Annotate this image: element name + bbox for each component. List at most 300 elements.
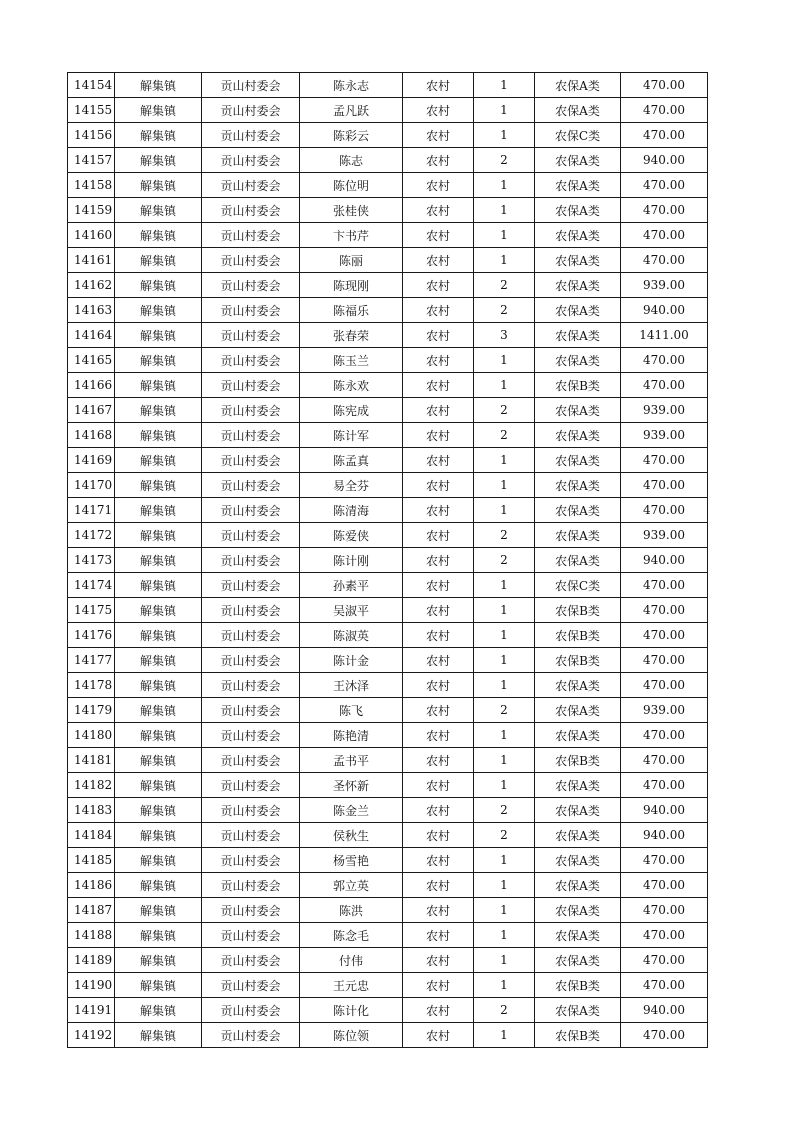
area-type-cell: 农村 bbox=[403, 873, 474, 898]
household-count-cell: 1 bbox=[474, 623, 535, 648]
household-count-cell: 1 bbox=[474, 1023, 535, 1048]
amount-cell: 940.00 bbox=[621, 823, 708, 848]
row-number: 14158 bbox=[68, 173, 115, 198]
table-row bbox=[68, 723, 708, 748]
name-cell: 陈福乐 bbox=[300, 298, 403, 323]
name-cell: 陈金兰 bbox=[300, 798, 403, 823]
insurance-class-cell: 农保A类 bbox=[535, 848, 621, 873]
amount-cell: 939.00 bbox=[621, 423, 708, 448]
table-row bbox=[68, 773, 708, 798]
name-cell: 陈位领 bbox=[300, 1023, 403, 1048]
area-type-cell: 农村 bbox=[403, 723, 474, 748]
table-row bbox=[68, 248, 708, 273]
table-row bbox=[68, 123, 708, 148]
row-number: 14169 bbox=[68, 448, 115, 473]
amount-cell: 940.00 bbox=[621, 798, 708, 823]
insurance-class-cell: 农保A类 bbox=[535, 823, 621, 848]
amount-cell: 470.00 bbox=[621, 1023, 708, 1048]
village-committee-cell: 贡山村委会 bbox=[202, 148, 300, 173]
table-row bbox=[68, 748, 708, 773]
village-committee-cell: 贡山村委会 bbox=[202, 873, 300, 898]
village-committee-cell: 贡山村委会 bbox=[202, 698, 300, 723]
town-cell: 解集镇 bbox=[115, 73, 202, 98]
insurance-class-cell: 农保A类 bbox=[535, 948, 621, 973]
household-count-cell: 2 bbox=[474, 698, 535, 723]
table-row bbox=[68, 548, 708, 573]
town-cell: 解集镇 bbox=[115, 773, 202, 798]
village-committee-cell: 贡山村委会 bbox=[202, 73, 300, 98]
amount-cell: 470.00 bbox=[621, 623, 708, 648]
table-row bbox=[68, 148, 708, 173]
table-row bbox=[68, 1023, 708, 1048]
table-row bbox=[68, 823, 708, 848]
household-count-cell: 1 bbox=[474, 673, 535, 698]
area-type-cell: 农村 bbox=[403, 273, 474, 298]
village-committee-cell: 贡山村委会 bbox=[202, 898, 300, 923]
table-row bbox=[68, 398, 708, 423]
area-type-cell: 农村 bbox=[403, 423, 474, 448]
household-count-cell: 2 bbox=[474, 298, 535, 323]
amount-cell: 940.00 bbox=[621, 548, 708, 573]
village-committee-cell: 贡山村委会 bbox=[202, 798, 300, 823]
insurance-class-cell: 农保B类 bbox=[535, 1023, 621, 1048]
name-cell: 陈丽 bbox=[300, 248, 403, 273]
row-number: 14176 bbox=[68, 623, 115, 648]
amount-cell: 939.00 bbox=[621, 273, 708, 298]
village-committee-cell: 贡山村委会 bbox=[202, 548, 300, 573]
area-type-cell: 农村 bbox=[403, 673, 474, 698]
insurance-class-cell: 农保B类 bbox=[535, 373, 621, 398]
village-committee-cell: 贡山村委会 bbox=[202, 598, 300, 623]
name-cell: 孙素平 bbox=[300, 573, 403, 598]
town-cell: 解集镇 bbox=[115, 598, 202, 623]
name-cell: 孟凡跃 bbox=[300, 98, 403, 123]
name-cell: 陈宪成 bbox=[300, 398, 403, 423]
amount-cell: 470.00 bbox=[621, 873, 708, 898]
area-type-cell: 农村 bbox=[403, 798, 474, 823]
area-type-cell: 农村 bbox=[403, 773, 474, 798]
insurance-class-cell: 农保A类 bbox=[535, 223, 621, 248]
village-committee-cell: 贡山村委会 bbox=[202, 423, 300, 448]
town-cell: 解集镇 bbox=[115, 823, 202, 848]
table-row bbox=[68, 948, 708, 973]
town-cell: 解集镇 bbox=[115, 698, 202, 723]
table-row bbox=[68, 348, 708, 373]
household-count-cell: 1 bbox=[474, 123, 535, 148]
insurance-class-cell: 农保A类 bbox=[535, 898, 621, 923]
row-number: 14159 bbox=[68, 198, 115, 223]
amount-cell: 470.00 bbox=[621, 198, 708, 223]
insurance-class-cell: 农保A类 bbox=[535, 248, 621, 273]
table-row bbox=[68, 923, 708, 948]
town-cell: 解集镇 bbox=[115, 623, 202, 648]
insurance-class-cell: 农保A类 bbox=[535, 198, 621, 223]
household-count-cell: 1 bbox=[474, 948, 535, 973]
village-committee-cell: 贡山村委会 bbox=[202, 348, 300, 373]
table-row bbox=[68, 998, 708, 1023]
name-cell: 陈清海 bbox=[300, 498, 403, 523]
table-body bbox=[68, 73, 708, 1048]
table-row bbox=[68, 298, 708, 323]
village-committee-cell: 贡山村委会 bbox=[202, 473, 300, 498]
area-type-cell: 农村 bbox=[403, 448, 474, 473]
table-row bbox=[68, 498, 708, 523]
village-committee-cell: 贡山村委会 bbox=[202, 173, 300, 198]
village-committee-cell: 贡山村委会 bbox=[202, 98, 300, 123]
town-cell: 解集镇 bbox=[115, 98, 202, 123]
town-cell: 解集镇 bbox=[115, 148, 202, 173]
row-number: 14157 bbox=[68, 148, 115, 173]
row-number: 14188 bbox=[68, 923, 115, 948]
town-cell: 解集镇 bbox=[115, 1023, 202, 1048]
name-cell: 陈永欢 bbox=[300, 373, 403, 398]
row-number: 14180 bbox=[68, 723, 115, 748]
name-cell: 圣怀新 bbox=[300, 773, 403, 798]
table-row bbox=[68, 373, 708, 398]
town-cell: 解集镇 bbox=[115, 898, 202, 923]
amount-cell: 470.00 bbox=[621, 948, 708, 973]
village-committee-cell: 贡山村委会 bbox=[202, 848, 300, 873]
village-committee-cell: 贡山村委会 bbox=[202, 448, 300, 473]
town-cell: 解集镇 bbox=[115, 748, 202, 773]
table-row bbox=[68, 223, 708, 248]
amount-cell: 470.00 bbox=[621, 498, 708, 523]
name-cell: 陈玉兰 bbox=[300, 348, 403, 373]
name-cell: 陈孟真 bbox=[300, 448, 403, 473]
village-committee-cell: 贡山村委会 bbox=[202, 623, 300, 648]
table-row bbox=[68, 848, 708, 873]
name-cell: 陈洪 bbox=[300, 898, 403, 923]
town-cell: 解集镇 bbox=[115, 848, 202, 873]
table-row bbox=[68, 73, 708, 98]
village-committee-cell: 贡山村委会 bbox=[202, 298, 300, 323]
village-committee-cell: 贡山村委会 bbox=[202, 673, 300, 698]
amount-cell: 470.00 bbox=[621, 973, 708, 998]
area-type-cell: 农村 bbox=[403, 948, 474, 973]
area-type-cell: 农村 bbox=[403, 823, 474, 848]
insurance-class-cell: 农保A类 bbox=[535, 273, 621, 298]
village-committee-cell: 贡山村委会 bbox=[202, 923, 300, 948]
area-type-cell: 农村 bbox=[403, 198, 474, 223]
row-number: 14187 bbox=[68, 898, 115, 923]
household-count-cell: 1 bbox=[474, 73, 535, 98]
table-row bbox=[68, 98, 708, 123]
village-committee-cell: 贡山村委会 bbox=[202, 273, 300, 298]
area-type-cell: 农村 bbox=[403, 223, 474, 248]
name-cell: 张春荣 bbox=[300, 323, 403, 348]
insurance-class-cell: 农保A类 bbox=[535, 148, 621, 173]
area-type-cell: 农村 bbox=[403, 123, 474, 148]
town-cell: 解集镇 bbox=[115, 448, 202, 473]
town-cell: 解集镇 bbox=[115, 548, 202, 573]
area-type-cell: 农村 bbox=[403, 648, 474, 673]
table-row bbox=[68, 198, 708, 223]
town-cell: 解集镇 bbox=[115, 648, 202, 673]
amount-cell: 470.00 bbox=[621, 673, 708, 698]
town-cell: 解集镇 bbox=[115, 473, 202, 498]
amount-cell: 939.00 bbox=[621, 523, 708, 548]
name-cell: 杨雪艳 bbox=[300, 848, 403, 873]
household-count-cell: 1 bbox=[474, 448, 535, 473]
town-cell: 解集镇 bbox=[115, 923, 202, 948]
name-cell: 王沐泽 bbox=[300, 673, 403, 698]
town-cell: 解集镇 bbox=[115, 673, 202, 698]
table-row bbox=[68, 648, 708, 673]
row-number: 14181 bbox=[68, 748, 115, 773]
row-number: 14190 bbox=[68, 973, 115, 998]
amount-cell: 470.00 bbox=[621, 223, 708, 248]
amount-cell: 470.00 bbox=[621, 73, 708, 98]
area-type-cell: 农村 bbox=[403, 923, 474, 948]
row-number: 14161 bbox=[68, 248, 115, 273]
row-number: 14175 bbox=[68, 598, 115, 623]
household-count-cell: 1 bbox=[474, 873, 535, 898]
name-cell: 吴淑平 bbox=[300, 598, 403, 623]
amount-cell: 470.00 bbox=[621, 173, 708, 198]
household-count-cell: 1 bbox=[474, 98, 535, 123]
row-number: 14167 bbox=[68, 398, 115, 423]
household-count-cell: 1 bbox=[474, 473, 535, 498]
area-type-cell: 农村 bbox=[403, 848, 474, 873]
row-number: 14173 bbox=[68, 548, 115, 573]
household-count-cell: 1 bbox=[474, 248, 535, 273]
village-committee-cell: 贡山村委会 bbox=[202, 648, 300, 673]
name-cell: 陈计军 bbox=[300, 423, 403, 448]
village-committee-cell: 贡山村委会 bbox=[202, 123, 300, 148]
village-committee-cell: 贡山村委会 bbox=[202, 998, 300, 1023]
row-number: 14160 bbox=[68, 223, 115, 248]
amount-cell: 470.00 bbox=[621, 448, 708, 473]
row-number: 14189 bbox=[68, 948, 115, 973]
name-cell: 侯秋生 bbox=[300, 823, 403, 848]
household-count-cell: 1 bbox=[474, 898, 535, 923]
area-type-cell: 农村 bbox=[403, 523, 474, 548]
town-cell: 解集镇 bbox=[115, 323, 202, 348]
area-type-cell: 农村 bbox=[403, 348, 474, 373]
insurance-class-cell: 农保A类 bbox=[535, 398, 621, 423]
area-type-cell: 农村 bbox=[403, 298, 474, 323]
table-row bbox=[68, 473, 708, 498]
table-row bbox=[68, 973, 708, 998]
row-number: 14182 bbox=[68, 773, 115, 798]
area-type-cell: 农村 bbox=[403, 1023, 474, 1048]
table-row bbox=[68, 698, 708, 723]
amount-cell: 939.00 bbox=[621, 398, 708, 423]
amount-cell: 470.00 bbox=[621, 648, 708, 673]
row-number: 14164 bbox=[68, 323, 115, 348]
amount-cell: 470.00 bbox=[621, 723, 708, 748]
village-committee-cell: 贡山村委会 bbox=[202, 948, 300, 973]
household-count-cell: 2 bbox=[474, 398, 535, 423]
table-row bbox=[68, 448, 708, 473]
row-number: 14183 bbox=[68, 798, 115, 823]
area-type-cell: 农村 bbox=[403, 248, 474, 273]
town-cell: 解集镇 bbox=[115, 223, 202, 248]
amount-cell: 940.00 bbox=[621, 998, 708, 1023]
area-type-cell: 农村 bbox=[403, 973, 474, 998]
area-type-cell: 农村 bbox=[403, 573, 474, 598]
insurance-class-cell: 农保B类 bbox=[535, 648, 621, 673]
name-cell: 陈念毛 bbox=[300, 923, 403, 948]
village-committee-cell: 贡山村委会 bbox=[202, 248, 300, 273]
town-cell: 解集镇 bbox=[115, 498, 202, 523]
town-cell: 解集镇 bbox=[115, 248, 202, 273]
household-count-cell: 1 bbox=[474, 723, 535, 748]
row-number: 14184 bbox=[68, 823, 115, 848]
row-number: 14171 bbox=[68, 498, 115, 523]
name-cell: 陈志 bbox=[300, 148, 403, 173]
insurance-class-cell: 农保A类 bbox=[535, 873, 621, 898]
insurance-class-cell: 农保A类 bbox=[535, 523, 621, 548]
name-cell: 陈位明 bbox=[300, 173, 403, 198]
insurance-class-cell: 农保A类 bbox=[535, 773, 621, 798]
insurance-class-cell: 农保A类 bbox=[535, 98, 621, 123]
name-cell: 陈计化 bbox=[300, 998, 403, 1023]
amount-cell: 470.00 bbox=[621, 573, 708, 598]
town-cell: 解集镇 bbox=[115, 373, 202, 398]
table-row bbox=[68, 873, 708, 898]
household-count-cell: 2 bbox=[474, 423, 535, 448]
row-number: 14154 bbox=[68, 73, 115, 98]
town-cell: 解集镇 bbox=[115, 348, 202, 373]
insurance-class-cell: 农保A类 bbox=[535, 448, 621, 473]
town-cell: 解集镇 bbox=[115, 398, 202, 423]
row-number: 14156 bbox=[68, 123, 115, 148]
area-type-cell: 农村 bbox=[403, 323, 474, 348]
name-cell: 陈爱侠 bbox=[300, 523, 403, 548]
insurance-class-cell: 农保A类 bbox=[535, 723, 621, 748]
insurance-class-cell: 农保A类 bbox=[535, 498, 621, 523]
town-cell: 解集镇 bbox=[115, 173, 202, 198]
table-row bbox=[68, 623, 708, 648]
name-cell: 易全芬 bbox=[300, 473, 403, 498]
insurance-class-cell: 农保A类 bbox=[535, 348, 621, 373]
household-count-cell: 2 bbox=[474, 998, 535, 1023]
row-number: 14155 bbox=[68, 98, 115, 123]
town-cell: 解集镇 bbox=[115, 198, 202, 223]
household-count-cell: 1 bbox=[474, 923, 535, 948]
insurance-class-cell: 农保A类 bbox=[535, 998, 621, 1023]
table-row bbox=[68, 323, 708, 348]
table-row bbox=[68, 798, 708, 823]
amount-cell: 470.00 bbox=[621, 473, 708, 498]
insurance-class-cell: 农保C类 bbox=[535, 573, 621, 598]
village-committee-cell: 贡山村委会 bbox=[202, 823, 300, 848]
name-cell: 张桂侠 bbox=[300, 198, 403, 223]
row-number: 14172 bbox=[68, 523, 115, 548]
amount-cell: 1411.00 bbox=[621, 323, 708, 348]
town-cell: 解集镇 bbox=[115, 123, 202, 148]
amount-cell: 470.00 bbox=[621, 748, 708, 773]
table-row bbox=[68, 523, 708, 548]
name-cell: 卞书芹 bbox=[300, 223, 403, 248]
amount-cell: 470.00 bbox=[621, 98, 708, 123]
household-count-cell: 1 bbox=[474, 173, 535, 198]
village-committee-cell: 贡山村委会 bbox=[202, 323, 300, 348]
village-committee-cell: 贡山村委会 bbox=[202, 398, 300, 423]
row-number: 14166 bbox=[68, 373, 115, 398]
amount-cell: 470.00 bbox=[621, 848, 708, 873]
table-row bbox=[68, 598, 708, 623]
household-count-cell: 1 bbox=[474, 498, 535, 523]
name-cell: 陈计刚 bbox=[300, 548, 403, 573]
village-committee-cell: 贡山村委会 bbox=[202, 573, 300, 598]
insurance-class-cell: 农保A类 bbox=[535, 323, 621, 348]
name-cell: 陈计金 bbox=[300, 648, 403, 673]
insurance-class-cell: 农保A类 bbox=[535, 73, 621, 98]
row-number: 14186 bbox=[68, 873, 115, 898]
name-cell: 陈现刚 bbox=[300, 273, 403, 298]
household-count-cell: 1 bbox=[474, 373, 535, 398]
table-row bbox=[68, 423, 708, 448]
area-type-cell: 农村 bbox=[403, 73, 474, 98]
household-count-cell: 2 bbox=[474, 798, 535, 823]
amount-cell: 470.00 bbox=[621, 123, 708, 148]
amount-cell: 470.00 bbox=[621, 898, 708, 923]
area-type-cell: 农村 bbox=[403, 898, 474, 923]
area-type-cell: 农村 bbox=[403, 498, 474, 523]
insurance-class-cell: 农保A类 bbox=[535, 698, 621, 723]
area-type-cell: 农村 bbox=[403, 748, 474, 773]
amount-cell: 939.00 bbox=[621, 698, 708, 723]
name-cell: 郭立英 bbox=[300, 873, 403, 898]
village-committee-cell: 贡山村委会 bbox=[202, 373, 300, 398]
row-number: 14191 bbox=[68, 998, 115, 1023]
amount-cell: 470.00 bbox=[621, 923, 708, 948]
town-cell: 解集镇 bbox=[115, 523, 202, 548]
row-number: 14163 bbox=[68, 298, 115, 323]
name-cell: 陈淑英 bbox=[300, 623, 403, 648]
area-type-cell: 农村 bbox=[403, 373, 474, 398]
household-count-cell: 1 bbox=[474, 223, 535, 248]
household-count-cell: 2 bbox=[474, 548, 535, 573]
insurance-class-cell: 农保A类 bbox=[535, 473, 621, 498]
row-number: 14177 bbox=[68, 648, 115, 673]
table-row bbox=[68, 898, 708, 923]
area-type-cell: 农村 bbox=[403, 398, 474, 423]
household-count-cell: 1 bbox=[474, 198, 535, 223]
town-cell: 解集镇 bbox=[115, 973, 202, 998]
town-cell: 解集镇 bbox=[115, 298, 202, 323]
table-row bbox=[68, 173, 708, 198]
amount-cell: 940.00 bbox=[621, 148, 708, 173]
table-row bbox=[68, 673, 708, 698]
insurance-class-cell: 农保A类 bbox=[535, 423, 621, 448]
town-cell: 解集镇 bbox=[115, 998, 202, 1023]
town-cell: 解集镇 bbox=[115, 723, 202, 748]
amount-cell: 470.00 bbox=[621, 373, 708, 398]
insurance-class-cell: 农保A类 bbox=[535, 173, 621, 198]
row-number: 14165 bbox=[68, 348, 115, 373]
row-number: 14179 bbox=[68, 698, 115, 723]
insurance-class-cell: 农保A类 bbox=[535, 673, 621, 698]
insurance-class-cell: 农保B类 bbox=[535, 623, 621, 648]
table-row bbox=[68, 273, 708, 298]
area-type-cell: 农村 bbox=[403, 148, 474, 173]
household-count-cell: 2 bbox=[474, 523, 535, 548]
area-type-cell: 农村 bbox=[403, 598, 474, 623]
area-type-cell: 农村 bbox=[403, 623, 474, 648]
town-cell: 解集镇 bbox=[115, 423, 202, 448]
insurance-class-cell: 农保A类 bbox=[535, 923, 621, 948]
amount-cell: 470.00 bbox=[621, 598, 708, 623]
household-count-cell: 1 bbox=[474, 648, 535, 673]
village-committee-cell: 贡山村委会 bbox=[202, 773, 300, 798]
row-number: 14168 bbox=[68, 423, 115, 448]
name-cell: 王元忠 bbox=[300, 973, 403, 998]
amount-cell: 470.00 bbox=[621, 248, 708, 273]
town-cell: 解集镇 bbox=[115, 798, 202, 823]
